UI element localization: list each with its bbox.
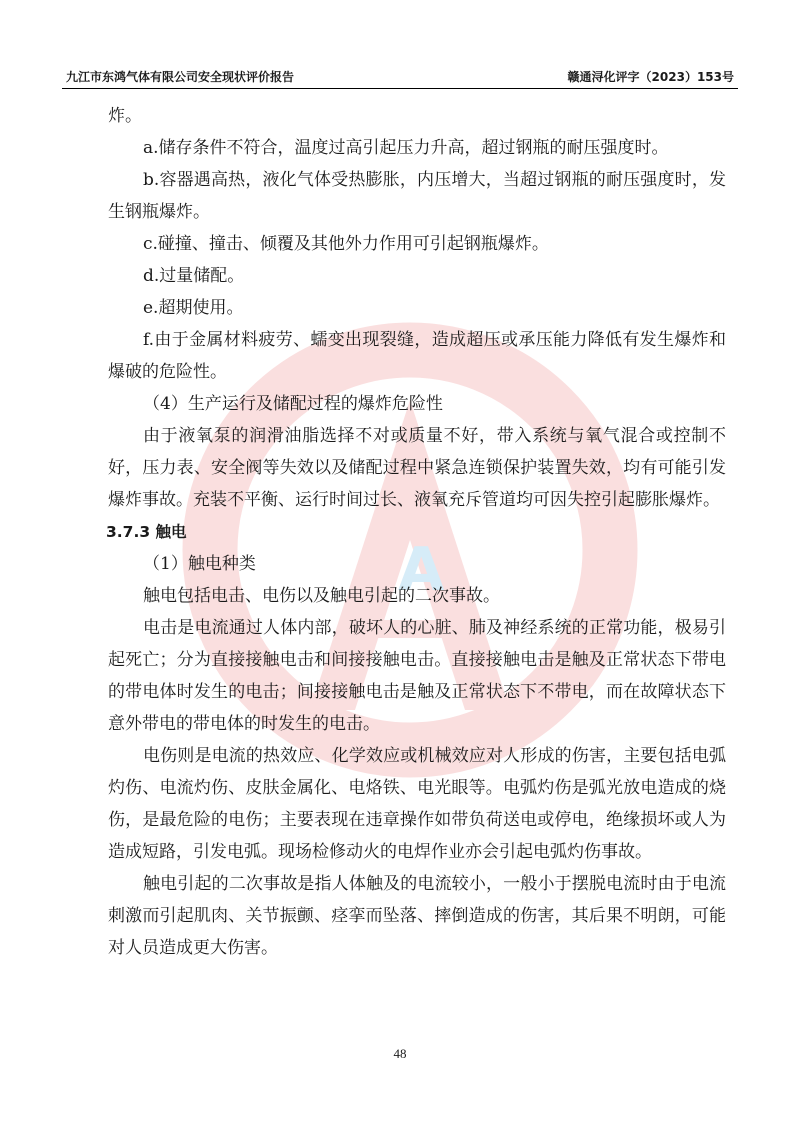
svg-text:A: A <box>398 535 445 605</box>
subsection-title: （4）生产运行及储配过程的爆炸危险性 <box>143 394 443 414</box>
list-item-d: d.过量储配。 <box>143 266 245 286</box>
header-document-number: 赣通浔化评字（2023）153号 <box>567 70 734 84</box>
list-item-a: a.储存条件不符合，温度过高引起压力升高，超过钢瓶的耐压强度时。 <box>143 138 669 158</box>
paragraph: 触电引起的二次事故是指人体触及的电流较小，一般小于摆脱电流时由于电流刺激而引起肌肉、关节振颤、痉挛而坠落、摔倒造成的伤害，其后果不明朗，可能对人员造成更大伤害。 <box>108 874 726 958</box>
list-item-c: c.碰撞、撞击、倾覆及其他外力作用可引起钢瓶爆炸。 <box>143 234 549 254</box>
document-body <box>108 100 726 964</box>
list-item-b: b.容器遇高热，液化气体受热膨胀，内压增大，当超过钢瓶的耐压强度时，发生钢瓶爆炸。 <box>108 170 726 222</box>
paragraph: 电伤则是电流的热效应、化学效应或机械效应对人形成的伤害，主要包括电弧灼伤、电流灼伤、皮肤金属化、电烙铁、电光眼等。电弧灼伤是弧光放电造成的烧伤，是最危险的电伤；主要表现在违章操作如带负荷送电或停电，绝缘损坏或人为造成短路，引发电弧。现场检修动火的电焊作业亦会引起电弧灼伤事故。 <box>108 746 726 862</box>
paragraph: 电击是电流通过人体内部，破坏人的心脏、肺及神经系统的正常功能，极易引起死亡；分为直接接触电击和间接接触电击。直接接触电击是触及正常状态下带电的带电体时发生的电击；间接接触电击是触及正常状态下不带电，而在故障状态下意外带电的带电体的时发生的电击。 <box>108 618 726 734</box>
paragraph: 触电包括电击、电伤以及触电引起的二次事故。 <box>143 586 500 606</box>
section-heading: 3.7.3 触电 <box>106 523 187 541</box>
page-number: 48 <box>393 1046 407 1061</box>
list-item-f: f.由于金属材料疲劳、蠕变出现裂缝，造成超压或承压能力降低有发生爆炸和爆破的危险性。 <box>108 330 726 382</box>
list-item-e: e.超期使用。 <box>143 298 244 318</box>
paragraph: 由于液氧泵的润滑油脂选择不对或质量不好，带入系统与氧气混合或控制不好，压力表、安全阀等失效以及储配过程中紧急连锁保护装置失效，均有可能引发爆炸事故。充装不平衡、运行时间过长、液氧充斥管道均可因失控引起膨胀爆炸。 <box>108 426 726 510</box>
header-report-title: 九江市东鸿气体有限公司安全现状评价报告 <box>66 70 295 84</box>
subsection-title: （1）触电种类 <box>143 554 256 574</box>
header-divider <box>62 88 738 89</box>
page-header <box>62 66 738 88</box>
paragraph: 炸。 <box>108 106 142 126</box>
